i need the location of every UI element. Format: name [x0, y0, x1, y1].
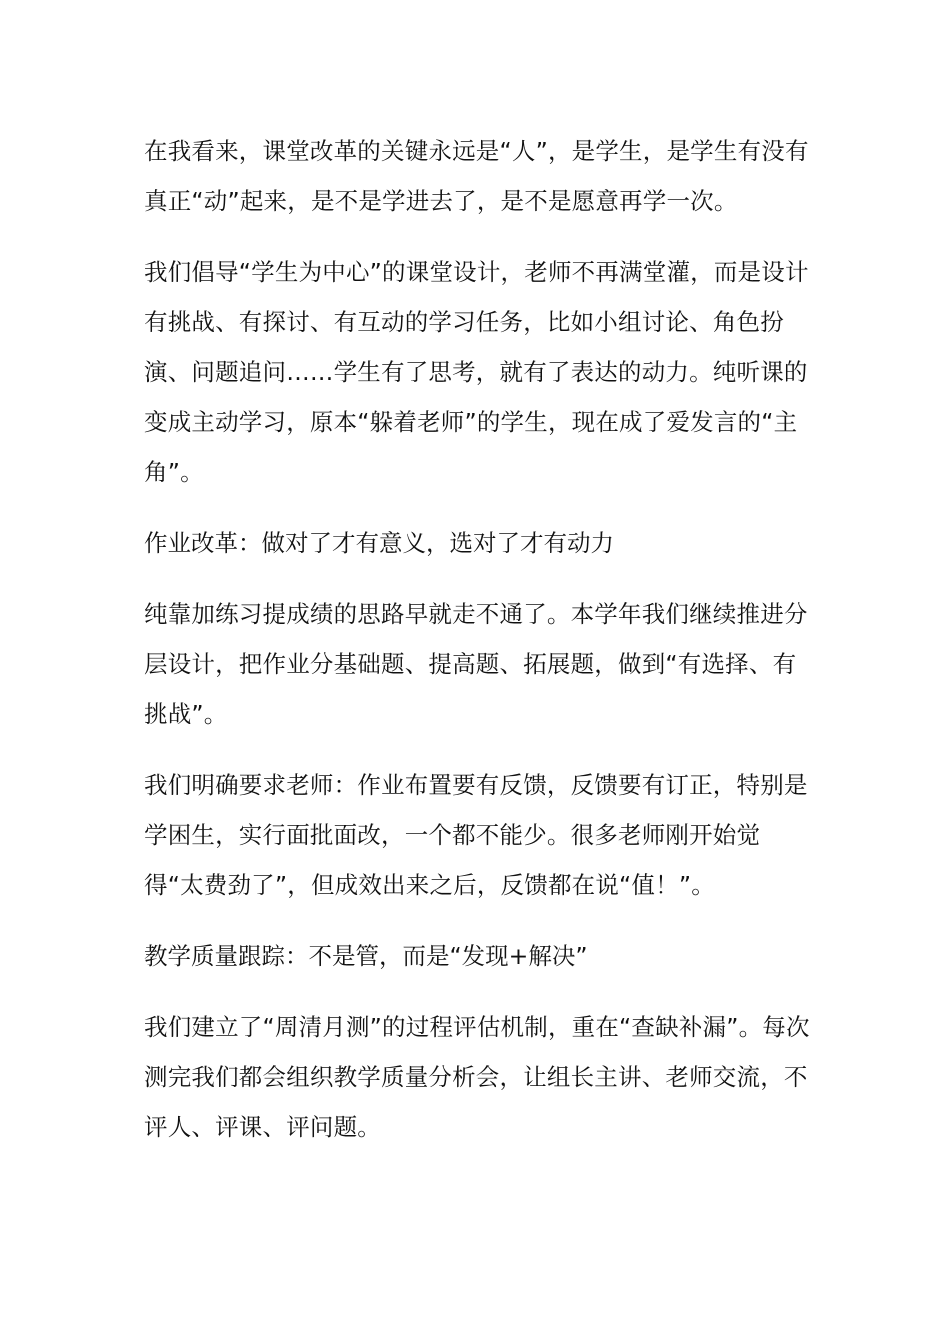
paragraph-gap	[144, 739, 812, 760]
paragraph-1: 在我看来，课堂改革的关键永远是“人”，是学生，是学生有没有真正“动”起来，是不是学进去了，是不是愿意再学一次。	[144, 137, 809, 215]
paragraph-gap	[144, 568, 812, 589]
paragraph-2: 我们倡导“学生为中心”的课堂设计，老师不再满堂灌，而是设计有挑战、有探讨、有互动的学习任务，比如小组讨论、角色扮演、问题追问……学生有了思考，就有了表达的动力。纯听课的变成主动学习，原本“躲着老师”的学生，现在成了爱发言的“主角”。	[144, 258, 809, 486]
paragraph-gap	[144, 226, 812, 247]
paragraph-gap	[144, 981, 812, 1002]
section-heading-quality-tracking: 教学质量跟踪：不是管，而是“发现+解决”	[144, 942, 588, 970]
article-body	[144, 126, 812, 1152]
paragraph-3: 纯靠加练习提成绩的思路早就走不通了。本学年我们继续推进分层设计，把作业分基础题、提高题、拓展题，做到“有选择、有挑战”。	[144, 600, 808, 728]
paragraph-gap	[144, 497, 812, 518]
paragraph-5: 我们建立了“周清月测”的过程评估机制，重在“查缺补漏”。每次测完我们都会组织教学质量分析会，让组长主讲、老师交流，不评人、评课、评问题。	[144, 1013, 810, 1141]
paragraph-4: 我们明确要求老师：作业布置要有反馈，反馈要有订正，特别是学困生，实行面批面改，一个都不能少。很多老师刚开始觉得“太费劲了”，但成效出来之后，反馈都在说“值！”。	[144, 771, 808, 899]
paragraph-gap	[144, 910, 812, 931]
section-heading-homework: 作业改革：做对了才有意义，选对了才有动力	[144, 529, 614, 557]
